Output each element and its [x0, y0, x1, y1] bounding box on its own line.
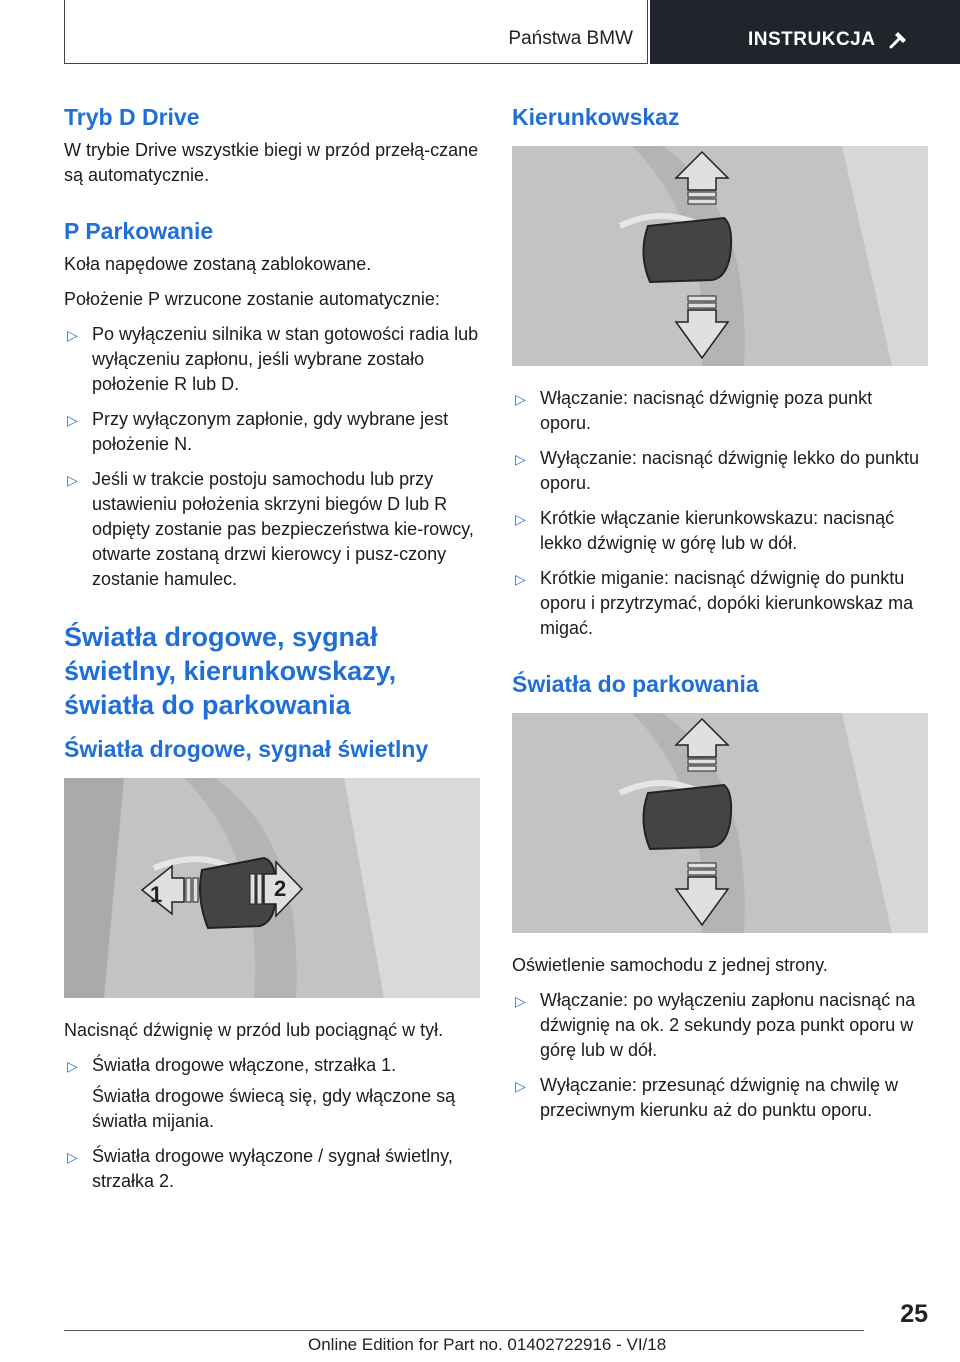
park-lights-list — [512, 988, 928, 1123]
list-item: ▷ Po wyłączeniu silnika w stan gotowości radia lub wyłączeniu zapłonu, jeśli wybrane zostało położenie R lub D. — [67, 324, 479, 394]
list-item: ▷ Światła drogowe włączone, strzałka 1. Światła drogowe świecą się, gdy włączone są światła mijania. — [64, 1053, 480, 1134]
park-lights-title: Światła do parkowania — [512, 671, 759, 697]
list-item: ▷ Krótkie miganie: nacisnąć dźwignię do punktu oporu i przytrzymać, dopóki kierunkowskaz ma migać. — [515, 568, 914, 638]
highbeam-text: Nacisnąć dźwignię w przód lub pociągnąć w tył. — [64, 1020, 444, 1040]
park-text-1: Koła napędowe zostaną zablokowane. — [64, 254, 372, 274]
highbeam-title: Światła drogowe, sygnał świetlny — [64, 736, 429, 762]
bullet-triangle-icon: ▷ — [67, 1058, 78, 1074]
page-number: 25 — [900, 1300, 928, 1328]
park-title: P Parkowanie — [64, 218, 214, 244]
bullet-triangle-icon: ▷ — [515, 1078, 526, 1094]
turn-title: Kierunkowskaz — [512, 104, 680, 130]
list-item: ▷ Światła drogowe wyłączone / sygnał świetlny, strzałka 2. — [67, 1146, 453, 1191]
bullet-triangle-icon: ▷ — [515, 993, 526, 1009]
bullet-triangle-icon: ▷ — [67, 472, 78, 488]
right-column — [512, 102, 928, 1133]
list-item: ▷ Krótkie włączanie kierunkowskazu: nacisnąć lekko dźwignię w górę lub w dół. — [515, 508, 895, 553]
footer-edition: Online Edition for Part no. 01402722916 - VI/18 — [308, 1335, 667, 1354]
header-tab-label: INSTRUKCJA — [748, 29, 876, 50]
highbeam-list — [64, 1053, 480, 1194]
bullet-triangle-icon: ▷ — [67, 412, 78, 428]
list-item: ▷ Przy wyłączonym zapłonie, gdy wybrane jest położenie N. — [67, 409, 449, 454]
list-item: ▷ Jeśli w trakcie postoju samochodu lub przy ustawieniu położenia skrzyni biegów D lub R odpięty zostanie pas bezpieczeństwa kie-rowcy, otwarte zostaną drzwi kierowcy i pusz-czony zostanie hamulec. — [67, 469, 474, 589]
footer-divider — [64, 1330, 864, 1331]
bullet-triangle-icon: ▷ — [515, 391, 526, 407]
drive-title: Tryb D Drive — [64, 104, 200, 130]
header-brand[interactable]: Państwa BMW — [508, 28, 633, 49]
hammer-icon — [888, 28, 910, 50]
park-text-2: Położenie P wrzucone zostanie automatycznie: — [64, 289, 440, 309]
park-lights-text: Oświetlenie samochodu z jednej strony. — [512, 955, 828, 975]
turn-list — [512, 386, 928, 641]
arrow-label-2: 2 — [274, 876, 287, 901]
figure-turn-signal-lever — [512, 146, 928, 366]
header-brand-box — [64, 0, 648, 64]
left-column — [64, 102, 480, 1204]
bullet-triangle-icon: ▷ — [515, 451, 526, 467]
section-title-lights: Światła drogowe, sygnał świetlny, kierunkowskazy, światła do parkowania — [64, 622, 397, 720]
figure-park-lights-lever — [512, 713, 928, 933]
highbeam-item1-sub: Światła drogowe świecą się, gdy włączone są światła mijania. — [92, 1086, 456, 1131]
figure-highbeam-lever — [64, 778, 480, 998]
drive-text: W trybie Drive wszystkie biegi w przód przełą-czane są automatycznie. — [64, 140, 479, 185]
bullet-triangle-icon: ▷ — [515, 511, 526, 527]
park-list — [64, 322, 480, 592]
bullet-triangle-icon: ▷ — [67, 327, 78, 343]
header-tab-instrukcja[interactable] — [650, 0, 960, 64]
arrow-label-1: 1 — [150, 882, 163, 907]
list-item: ▷ Wyłączanie: przesunąć dźwignię na chwilę w przeciwnym kierunku aż do punktu oporu. — [515, 1075, 899, 1120]
list-item: ▷ Włączanie: nacisnąć dźwignię poza punkt oporu. — [515, 388, 873, 433]
list-item: ▷ Włączanie: po wyłączeniu zapłonu nacisnąć na dźwignię na ok. 2 sekundy poza punkt oporu w górę lub w dół. — [515, 990, 916, 1060]
bullet-triangle-icon: ▷ — [515, 571, 526, 587]
list-item: ▷ Wyłączanie: nacisnąć dźwignię lekko do punktu oporu. — [515, 448, 920, 493]
bullet-triangle-icon: ▷ — [67, 1149, 78, 1165]
